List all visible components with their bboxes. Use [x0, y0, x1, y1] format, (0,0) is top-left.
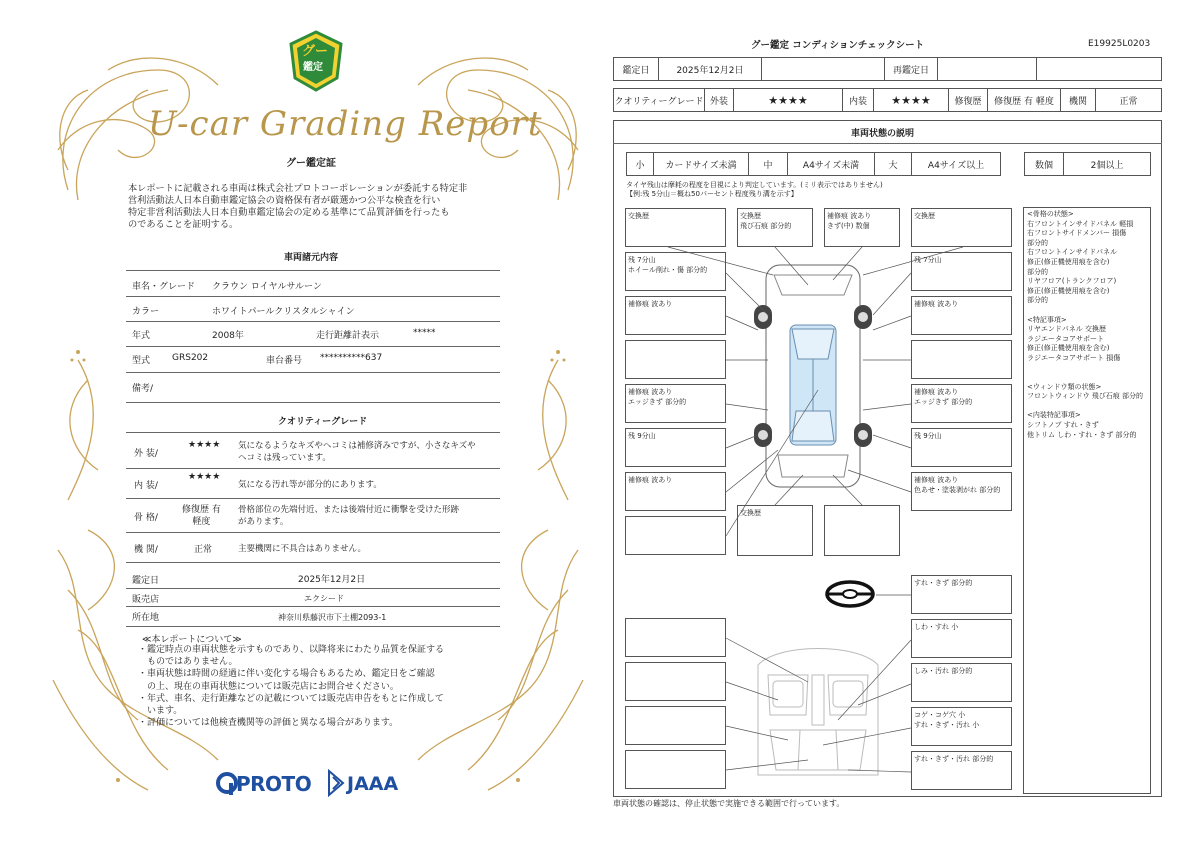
spec-chassis-value: **********637 — [320, 353, 383, 363]
notes-line: 部分的 — [1027, 296, 1048, 305]
interior-label-cell: 内装 — [842, 88, 874, 112]
notes-line: 右フロントサイドメンバー 損傷 — [1027, 229, 1127, 238]
quality-engine-desc: 主要機関に不具合はありません。 — [238, 544, 367, 554]
notes-line: フロントウィンドウ 飛び石痕 部分的 — [1027, 392, 1144, 401]
cert-title: グー鑑定証 — [286, 158, 336, 169]
notes-line: 部分的 — [1027, 267, 1048, 276]
proto-logo-text: PROTO — [236, 772, 312, 796]
location-label: 所在地 — [132, 613, 160, 623]
specs-title: 車両諸元内容 — [284, 253, 339, 263]
location-value: 神奈川県藤沢市下土棚2093-1 — [278, 613, 387, 622]
box-left-5-text: 残 9分山 — [628, 432, 656, 440]
box-interior-right-2-text: しみ・汚れ 部分的 — [914, 667, 973, 675]
size-large-desc: A4サイズ以上 — [911, 152, 1001, 176]
box-right-6-text: 補修痕 波あり 色あせ・塗装剥がれ 部分的 — [914, 476, 1001, 494]
box-steering-text: すれ・きず 部分的 — [914, 579, 973, 587]
notes-line: <内装特記事項> — [1027, 411, 1081, 420]
tire-note-2: 【例:残 5分山＝概ね50パーセント程度残り溝を示す】 — [626, 190, 798, 198]
size-mid-label: 中 — [748, 152, 788, 176]
quality-engine-rating: 正常 — [194, 545, 213, 555]
quality-exterior-desc: 気になるようなキズやヘコミは補修済みですが、小さなキズや ヘコミは残っています。 — [238, 441, 476, 463]
size-small-desc: カードサイズ未満 — [653, 152, 749, 176]
exterior-label-cell: 外装 — [704, 88, 734, 112]
spec-color-label: カラー — [132, 307, 160, 317]
box-front-left-text: 交換歴 — [628, 212, 649, 220]
box-interior-right-3-text: コゲ・コゲ穴 小 すれ・きず・汚れ 小 — [914, 711, 980, 729]
notes-line: 右フロントインサイドパネル 軽損 — [1027, 219, 1134, 228]
sheet-title: グー鑑定 コンディションチェックシート — [751, 40, 925, 51]
box-front-far-right-text: 交換歴 — [914, 212, 935, 220]
quality-frame-label: 骨 格/ — [134, 513, 158, 523]
spec-year-value: 2008年 — [212, 331, 244, 341]
notes-line: <ウィンドウ類の状態> — [1027, 382, 1102, 391]
leader-lines — [608, 30, 1028, 590]
box-left-6-text: 補修痕 波あり — [628, 476, 673, 484]
appraisal-date-label: 鑑定日 — [132, 576, 160, 586]
notes-line: 他トリム しわ・すれ・きず 部分的 — [1027, 430, 1137, 439]
box-interior-right-4-text: すれ・きず・汚れ 部分的 — [914, 755, 994, 763]
proto-logo-icon — [216, 771, 238, 795]
notes-line: 修正(修正機使用痕を含む) — [1027, 344, 1110, 353]
appraisal-date-value: 2025年12月2日 — [298, 575, 366, 585]
reappraisal-label-cell: 再鑑定日 — [884, 57, 938, 81]
spec-name-label: 車名・グレード — [132, 282, 196, 292]
interior-leader-lines — [608, 570, 1028, 800]
box-right-5-text: 残 9分山 — [914, 432, 942, 440]
interior-value-cell: ★★★★ — [873, 88, 949, 112]
notes-line: ラジエータコアサポート — [1027, 334, 1104, 343]
grading-report-certificate — [48, 30, 588, 820]
repair-label-cell: 修復歴 — [948, 88, 988, 112]
spec-year-label: 年式 — [132, 331, 151, 341]
spec-model-value: GRS202 — [172, 353, 209, 363]
reappraisal-blank-cell — [1036, 57, 1162, 81]
badge-text-2: 鑑定 — [303, 62, 323, 73]
notice-title: ≪本レポートについて≫ — [142, 635, 242, 645]
size-small-label: 小 — [626, 152, 654, 176]
notes-line: 部分的 — [1027, 238, 1048, 247]
quality-frame-desc: 骨格部位の先端付近、または後端付近に衝撃を受けた形跡 があります。 — [238, 505, 460, 527]
date-label-cell: 鑑定日 — [613, 57, 659, 81]
spec-color-value: ホワイトパールクリスタルシャイン — [212, 307, 355, 317]
size-large-label: 大 — [874, 152, 912, 176]
box-right-4-text: 補修痕 波あり エッジきず 部分的 — [914, 388, 973, 406]
spec-chassis-label: 車台番号 — [266, 356, 303, 366]
spec-odo-value: ***** — [413, 328, 436, 338]
quality-exterior-rating: ★★★★ — [188, 440, 221, 450]
repair-value-cell: 修復歴 有 軽度 — [987, 88, 1061, 112]
quality-exterior-label: 外 装/ — [134, 449, 158, 459]
quality-engine-label: 機 関/ — [134, 545, 158, 555]
quality-interior-rating: ★★★★ — [188, 472, 221, 482]
notes-line: ラジエータコアサポート 損傷 — [1027, 353, 1121, 362]
engine-label-cell: 機関 — [1060, 88, 1096, 112]
box-left-4-text: 補修痕 波あり エッジきず 部分的 — [628, 388, 687, 406]
quality-interior-desc: 気になる汚れ等が部分的にあります。 — [238, 480, 382, 490]
notes-line: 修正(修正機使用痕を含む) — [1027, 286, 1110, 295]
condition-check-sheet — [608, 30, 1168, 820]
quality-title: クオリティーグレード — [278, 417, 368, 427]
dealer-value: エクシード — [304, 594, 344, 603]
notes-line: リヤフロア(トランクフロア) — [1027, 277, 1117, 286]
box-front-right-text: 補修痕 波あり きず(中) 数個 — [827, 212, 872, 230]
quality-frame-rating: 修復歴 有 軽度 — [182, 505, 221, 527]
exterior-value-cell: ★★★★ — [733, 88, 843, 112]
notes-line: 右フロントインサイドパネル — [1027, 248, 1118, 257]
notes-line: <特記事項> — [1027, 315, 1067, 324]
notes-line: 修正(修正機使用痕を含む) — [1027, 257, 1110, 266]
box-front-center-text: 交換歴 飛び石痕 部分的 — [740, 212, 792, 230]
footer-note: 車両状態の確認は、停止状態で実施できる範囲で行っています。 — [613, 799, 845, 808]
count-label: 数個 — [1024, 152, 1064, 176]
date-value-cell: 2025年12月2日 — [658, 57, 762, 81]
notes-line — [1027, 306, 1143, 316]
jaaa-logo-icon — [327, 769, 345, 797]
box-rear-center-text: 交換歴 — [740, 509, 761, 517]
tire-note-1: タイヤ残山は摩耗の程度を目視により判定しています。(ミリ表示ではありません) — [626, 181, 883, 189]
spec-name-value: クラウン ロイヤルサルーン — [212, 282, 322, 292]
count-desc: 2個以上 — [1063, 152, 1151, 176]
report-title: U-car Grading Report — [148, 104, 543, 144]
spec-model-label: 型式 — [132, 356, 151, 366]
notes-line: <骨格の状態> — [1027, 210, 1074, 218]
quality-interior-label: 内 装/ — [134, 481, 158, 491]
spec-odo-label: 走行距離計表示 — [316, 331, 380, 341]
size-mid-desc: A4サイズ未満 — [787, 152, 875, 176]
explain-title: 車両状態の説明 — [851, 129, 915, 139]
notes-line: リヤエンドパネル 交換歴 — [1027, 325, 1106, 334]
grade-label-cell: クオリティーグレード — [613, 88, 705, 112]
intro-text: 本レポートに記載される車両は株式会社プロトコーポレーションが委託する特定非 営利活動法人日本自動車鑑定協会の資格保有者が厳選かつ公平な検査を行い 特定非営利活動法人日本自動車鑑定協会の定める基準にて品質評価を行ったも のであることを証明する。 — [128, 183, 468, 230]
spec-remarks-label: 備考/ — [132, 384, 154, 394]
sheet-id: E19925L0203 — [1088, 39, 1151, 49]
box-right-1-text: 残 7分山 — [914, 256, 942, 264]
notice-list: ・鑑定時点の車両状態を示すものであり、以降将来にわたり品質を保証する ものではありません。 ・車両状態は時間の経過に伴い変化する場合もあるため、鑑定日をご確認 の上、現在の車両状態については販売店にお問合せください。 ・年式、車名、走行距離などの記載については販売店申告をもとに作成して います。 ・評価については他検査機関等の評価と異なる場合があります。 — [138, 645, 445, 729]
notes-line — [1027, 373, 1143, 383]
engine-value-cell: 正常 — [1095, 88, 1162, 112]
notes-line: シフトノブ すれ・きず — [1027, 421, 1099, 430]
box-left-2-text: 補修痕 波あり — [628, 300, 673, 308]
notes-text — [1027, 210, 1143, 440]
notes-line — [1027, 364, 1143, 374]
dealer-label: 販売店 — [132, 595, 160, 605]
box-left-1-text: 残 7分山 ホイール削れ・傷 部分的 — [628, 256, 708, 274]
box-interior-right-1-text: しわ・すれ 小 — [914, 623, 959, 631]
badge-text-1: グー — [302, 44, 329, 59]
box-right-2-text: 補修痕 波あり — [914, 300, 959, 308]
jaaa-logo-text: JAAA — [347, 773, 399, 795]
